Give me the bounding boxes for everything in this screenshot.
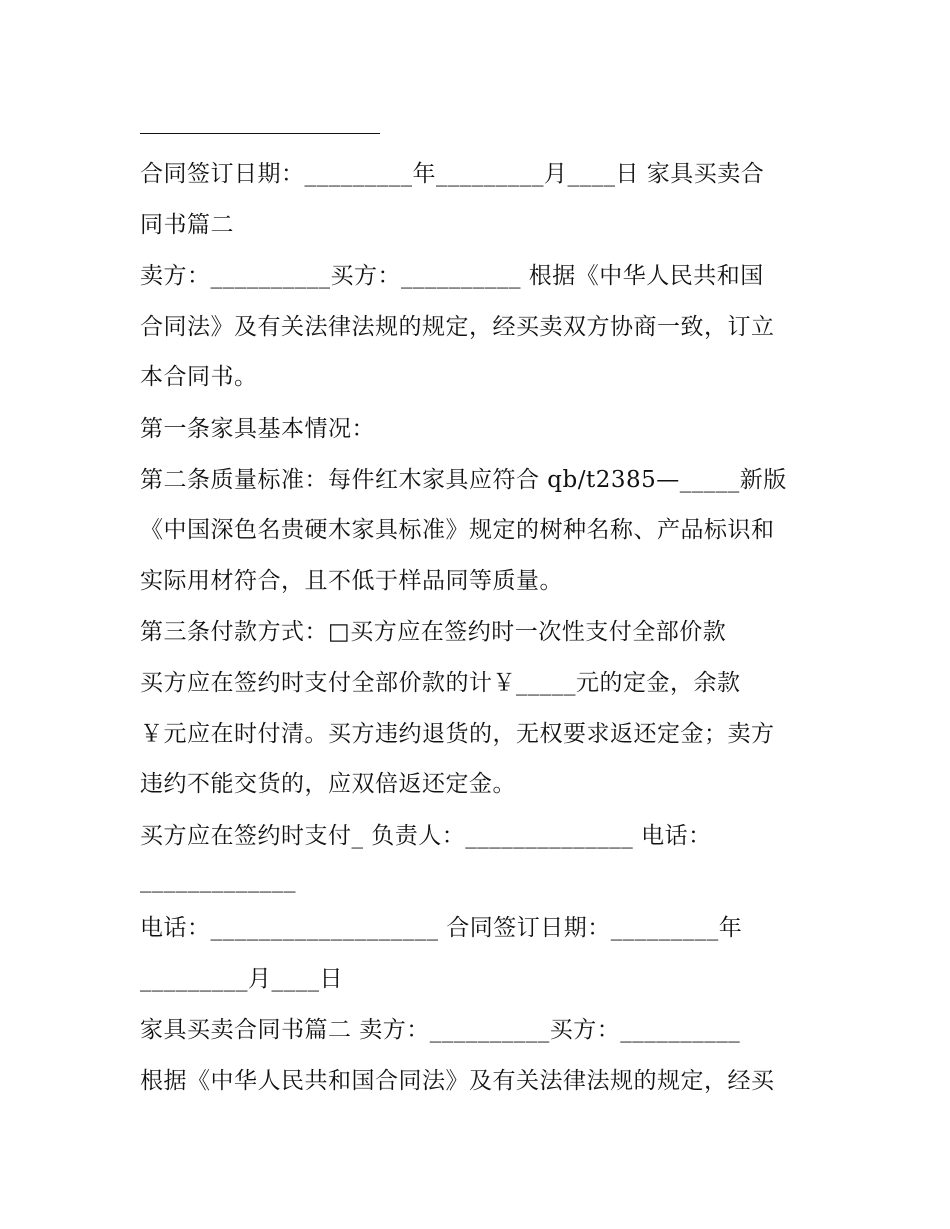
text-line-10: 第三条付款方式：□买方应在签约时一次性支付全部价款 (140, 619, 727, 645)
text-line-4: 合同法》及有关法律法规的规定，经买卖双方协商一致，订立 (140, 314, 775, 340)
text-line-13: 违约不能交货的，应双倍返还定金。 (140, 771, 516, 797)
text-line-3: 卖方：__________买方：__________ 根据《中华人民共和国 (140, 263, 764, 289)
text-line-19: 根据《中华人民共和国合同法》及有关法律法规的规定，经买 (140, 1068, 775, 1094)
text-line-16: 电话：___________________ 合同签订日期：_________年 (140, 915, 743, 941)
text-line-9: 实际用材符合，且不低于样品同等质量。 (140, 568, 563, 594)
text-line-17: _________月____日 (140, 966, 343, 992)
signature-blank-line (140, 133, 380, 134)
text-line-5: 本合同书。 (140, 364, 258, 390)
text-line-14: 买方应在签约时支付_ 负责人：______________ 电话： (140, 823, 712, 849)
text-line-12: ￥元应在时付清。买方违约退货的，无权要求返还定金；卖方 (140, 721, 775, 747)
text-line-6: 第一条家具基本情况： (140, 416, 375, 442)
text-line-11: 买方应在签约时支付全部价款的计￥_____元的定金，余款 (140, 670, 741, 696)
text-line-2: 同书篇二 (140, 212, 234, 238)
text-line-8: 《中国深色名贵硬木家具标准》规定的树种名称、产品标识和 (140, 517, 775, 543)
text-line-18: 家具买卖合同书篇二 卖方：__________买方：__________ (140, 1017, 741, 1043)
text-line-15: _____________ (140, 867, 296, 893)
text-line-7: 第二条质量标准：每件红木家具应符合 qb/t2385—_____新版 (140, 467, 787, 493)
text-line-1: 合同签订日期：_________年_________月____日 家具买卖合 (140, 161, 765, 187)
